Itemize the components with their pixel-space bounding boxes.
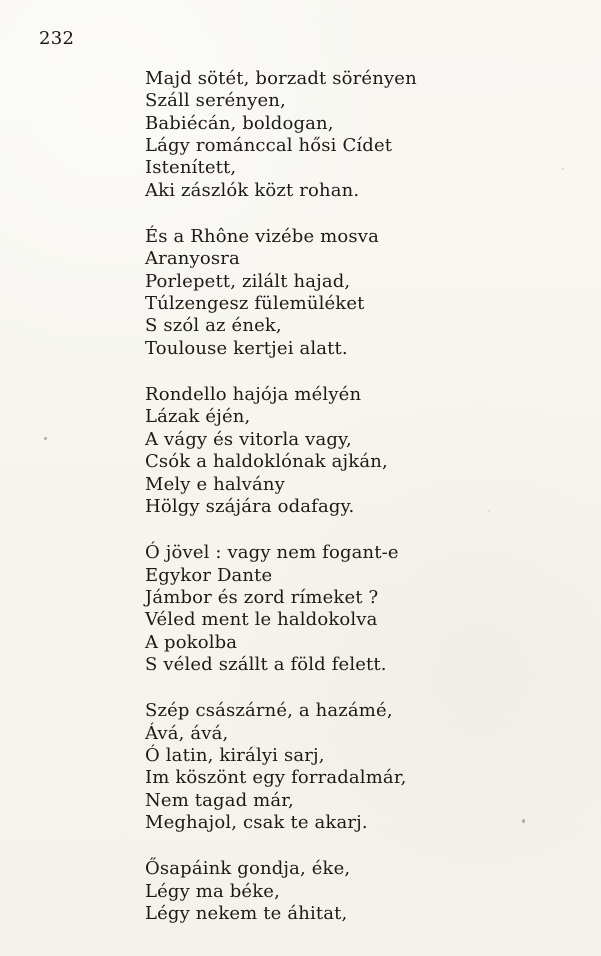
poem-line: Hölgy szájára odafagy. xyxy=(145,495,355,517)
stanza-2 xyxy=(145,226,565,360)
page-number: 232 xyxy=(39,28,75,49)
poem-line: Egykor Dante xyxy=(145,564,273,586)
poem-line: Jámbor és zord rímeket ? xyxy=(145,586,379,608)
poem-line: Ó jövel : vagy nem fogant-e xyxy=(145,542,399,564)
poem-line: Ősapáink gondja, éke, xyxy=(145,858,351,880)
poem-line: A vágy és vitorla vagy, xyxy=(145,428,352,450)
poem-line: Légy nekem te áhitat, xyxy=(145,903,348,924)
poem-line: És a Rhône vizébe mosva xyxy=(145,226,379,248)
paper-speck xyxy=(44,437,47,440)
poem-line: Porlepett, zilált hajad, xyxy=(145,270,351,292)
poem-line: S szól az ének, xyxy=(145,315,282,337)
paper-speck xyxy=(562,168,564,170)
poem-line: Száll serényen, xyxy=(145,90,286,112)
poem-line: Ó latin, királyi sarj, xyxy=(145,744,325,766)
poem-line: Aranyosra xyxy=(145,248,240,270)
poem-line: Aki zászlók közt rohan. xyxy=(145,179,360,201)
poem-line: Toulouse kertjei alatt. xyxy=(145,337,348,359)
poem-line: Nem tagad már, xyxy=(145,789,294,811)
poem-line: Im köszönt egy forradalmár, xyxy=(145,767,407,789)
poem-line: Istenített, xyxy=(145,157,237,179)
poem-line: Légy ma béke, xyxy=(145,880,280,902)
stanza-3 xyxy=(145,384,565,518)
stanza-1 xyxy=(145,68,565,202)
poem-line: Túlzengesz fülemüléket xyxy=(145,293,365,315)
poem-text xyxy=(145,68,565,925)
poem-line: Meghajol, csak te akarj. xyxy=(145,811,368,833)
paper-speck xyxy=(488,510,490,512)
poem-line: A pokolba xyxy=(145,631,238,653)
poem-line: Rondello hajója mélyén xyxy=(145,384,362,406)
poem-line: Majd sötét, borzadt sörényen xyxy=(145,68,417,89)
poem-line: Véled ment le haldokolva xyxy=(145,609,378,631)
stanza-6 xyxy=(145,858,565,925)
poem-line: Lázak éjén, xyxy=(145,406,251,428)
poem-line: Mely e halvány xyxy=(145,473,285,495)
poem-line: Ává, ává, xyxy=(145,722,229,744)
poem-line: Szép császárné, a hazámé, xyxy=(145,700,393,722)
stanza-5 xyxy=(145,700,565,834)
poem-line: Babiécán, boldogan, xyxy=(145,112,334,134)
poem-line: S véled szállt a föld felett. xyxy=(145,653,387,675)
poem-line: Lágy románccal hősi Cídet xyxy=(145,135,393,157)
poem-line: Csók a haldoklónak ajkán, xyxy=(145,451,388,473)
stanza-4 xyxy=(145,542,565,676)
paper-speck xyxy=(522,819,525,823)
